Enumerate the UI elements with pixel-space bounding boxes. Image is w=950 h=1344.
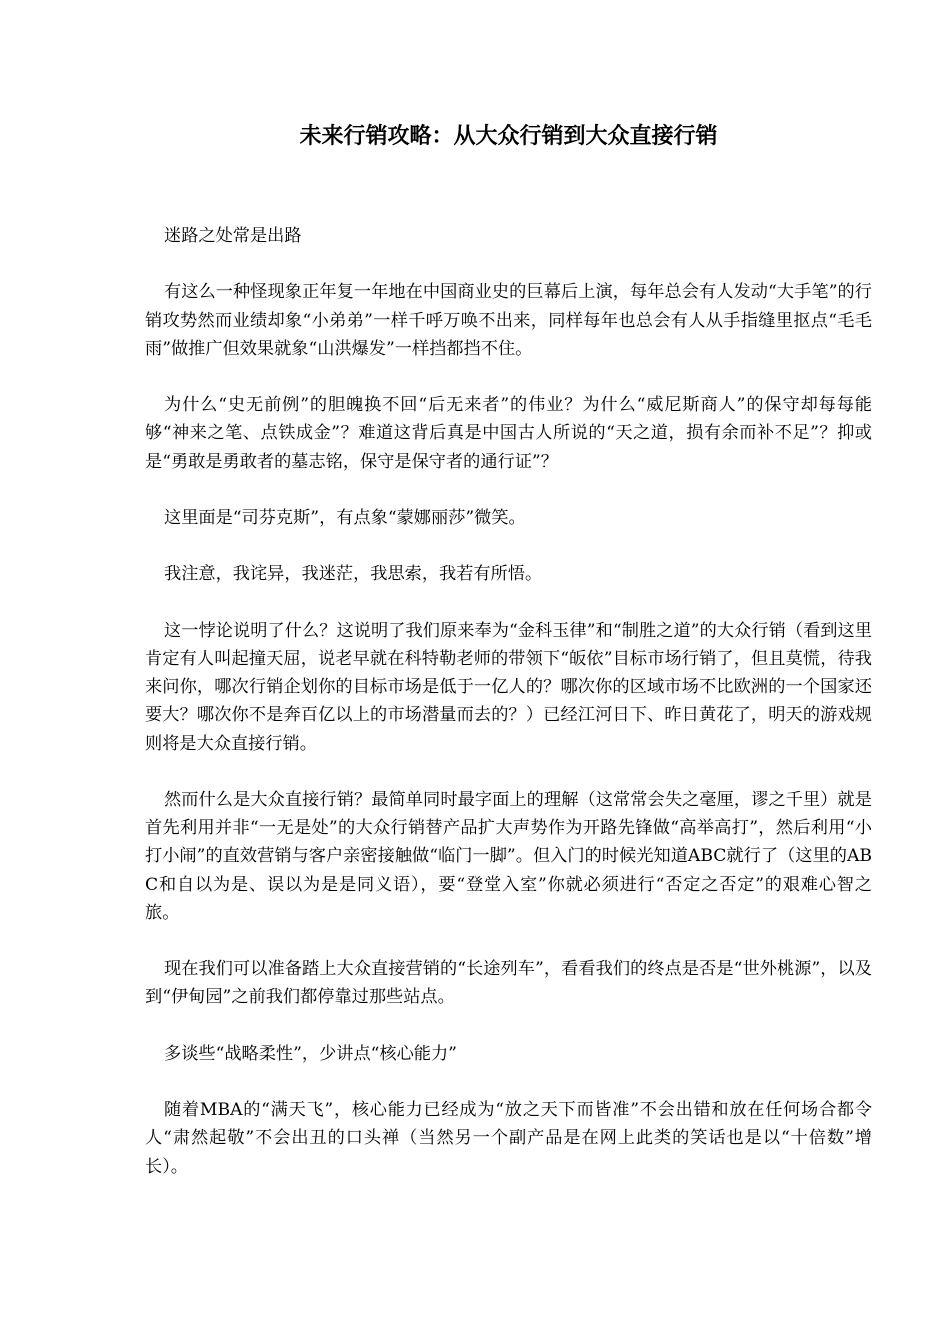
document-body bbox=[145, 222, 872, 1209]
paragraph: 这一悖论说明了什么？这说明了我们原来奉为“金科玉律”和“制胜之道”的大众行销（看到这里肯定有人叫起撞天屈，说老早就在科特勒老师的带领下“皈依”目标市场行销了，但且莫慌，待我来问你，哪次行销企划你的目标市场是低于一亿人的？哪次你的区域市场不比欧洲的一个国家还要大？哪次你不是奔百亿以上的市场潜量而去的？）已经江河日下、昨日黄花了，明天的游戏规则将是大众直接行销。 bbox=[145, 620, 872, 754]
paragraph: 我注意，我诧异，我迷茫，我思索，我若有所悟。 bbox=[164, 564, 543, 585]
paragraph: 有这么一种怪现象正年复一年地在中国商业史的巨幕后上演，每年总会有人发动“大手笔”的行销攻势然而业绩却象“小弟弟”一样千呼万唤不出来，同样每年也总会有人从手指缝里抠点“毛毛雨”做推广但效果就象“山洪爆发”一样挡都挡不住。 bbox=[145, 282, 872, 359]
paragraph: 随着MBA的“满天飞”，核心能力已经成为“放之天下而皆准”不会出错和放在任何场合都令人“肃然起敬”不会出丑的口头禅（当然另一个副产品是在网上此类的笑话也是以“十倍数”增长）。 bbox=[145, 1100, 872, 1177]
paragraph: 这里面是“司芬克斯”，有点象“蒙娜丽莎”微笑。 bbox=[164, 507, 526, 528]
document-title: 未来行销攻略：从大众行销到大众直接行销 bbox=[299, 123, 718, 149]
section-heading-strategic-flexibility: 多谈些“战略柔性”，少讲点“核心能力” bbox=[164, 1043, 457, 1064]
section-heading-lost-way: 迷路之处常是出路 bbox=[164, 226, 302, 246]
paragraph: 为什么“史无前例”的胆魄换不回“后无来者”的伟业？为什么“威尼斯商人”的保守却每每能够“神来之笔、点铁成金”？难道这背后真是中国古人所说的“天之道，损有余而补不足”？抑或是“勇敢是勇敢者的墓志铭，保守是保守者的通行证”？ bbox=[145, 395, 872, 472]
paragraph: 现在我们可以准备踏上大众直接营销的“长途列车”，看看我们的终点是否是“世外桃源”，以及到“伊甸园”之前我们都停靠过那些站点。 bbox=[145, 959, 872, 1008]
paragraph: 然而什么是大众直接行销？最简单同时最字面上的理解（这常常会失之毫厘，谬之千里）就是首先利用并非“一无是处”的大众行销替产品扩大声势作为开路先锋做“高举高打”，然后利用“小打小闹”的直效营销与客户亲密接触做“临门一脚”。但入门的时候光知道ABC就行了（这里的ABC和自以为是、误以为是是同义语），要“登堂入室”你就必须进行“否定之否定”的艰难心智之旅。 bbox=[145, 789, 872, 923]
